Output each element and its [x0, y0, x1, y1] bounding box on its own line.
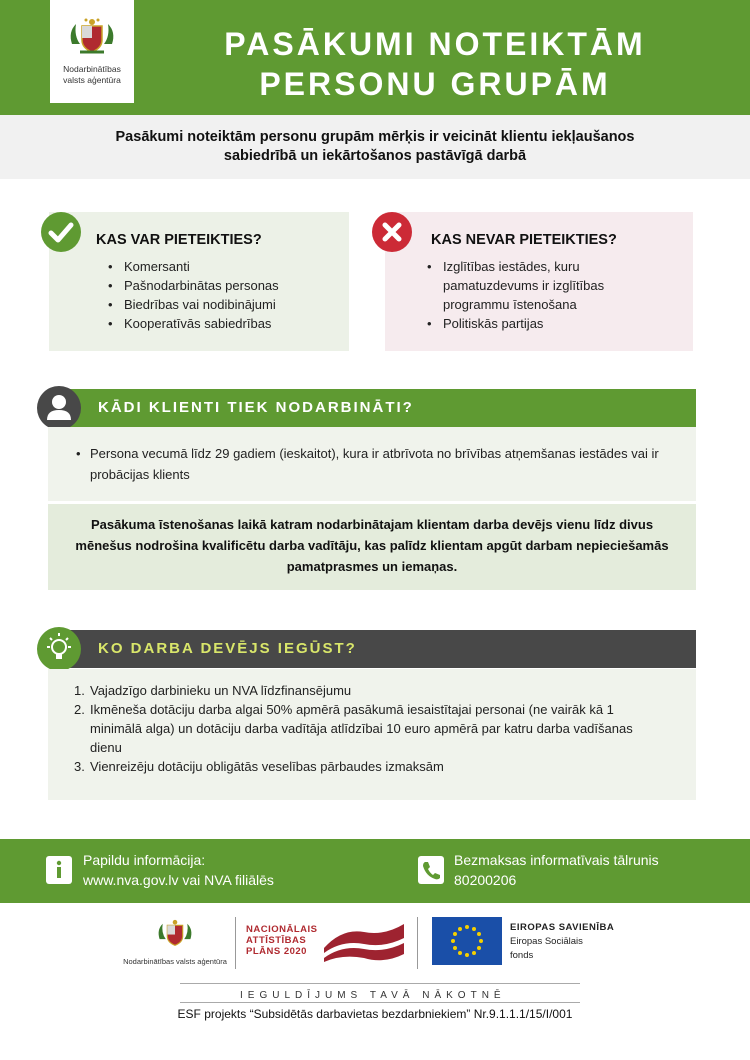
employer-section-bar — [48, 630, 696, 668]
nap-line1: NACIONĀLAIS — [246, 924, 318, 935]
nva-partner-logo — [120, 914, 230, 966]
clients-section-bar — [48, 389, 696, 427]
nap-flag-icon — [322, 918, 406, 968]
nva-partner-label: Nodarbinātības valsts aģentūra — [123, 957, 227, 966]
item-number: 1. — [74, 683, 85, 698]
checkmark-icon — [41, 212, 81, 252]
phone-icon — [418, 856, 444, 884]
nap-line2: ATTĪSTĪBAS — [246, 935, 307, 946]
employer-title: KO DARBA DEVĒJS IEGŪST? — [98, 640, 357, 657]
title-line2: PERSONU GRUPĀM — [259, 66, 611, 102]
list-item: • Pašnodarbinātas personas — [108, 276, 279, 295]
employer-list — [48, 669, 696, 776]
phone-text — [454, 850, 659, 890]
phone-number[interactable]: 80200206 — [454, 872, 517, 888]
project-reference: ESF projekts “Subsidētās darbavietas bezdarbniekiem” Nr.9.1.1.1/15/I/001 — [177, 1007, 573, 1021]
can-apply-title: KAS VAR PIETEIKTIES? — [96, 232, 262, 248]
list-item: • Politiskās partijas — [427, 314, 637, 333]
eu-flag-icon — [432, 917, 502, 965]
logo-text-line2: valsts aģentūra — [63, 75, 121, 85]
eu-logo-text — [510, 921, 614, 963]
info-text — [83, 850, 274, 890]
can-apply-list — [108, 257, 279, 333]
can-apply-card — [49, 212, 349, 351]
list-item: • Biedrības vai nodibinājumi — [108, 295, 279, 314]
list-item: • Komersanti — [108, 257, 279, 276]
list-item — [74, 757, 636, 776]
eu-line1: EIROPAS SAVIENĪBA — [510, 922, 615, 933]
subtitle-band — [0, 115, 750, 179]
employer-panel — [48, 669, 696, 800]
divider — [180, 983, 580, 984]
info-line1: Papildu informācija: — [83, 852, 206, 868]
header-banner — [0, 0, 750, 115]
lightbulb-icon — [37, 627, 81, 671]
logo-text-line1: Nodarbinātības — [63, 64, 121, 74]
cross-icon — [372, 212, 412, 252]
clients-note: Pasākuma īstenošanas laikā katram nodarbinātajam klientam darba devējs vienu līdz divus mēnešus nodrošina kvalificētu darba vadītāju, kas palīdz klientam apgūt darbam nepieciešamās pamatprasmes un iemaņas. — [48, 504, 696, 590]
divider — [235, 917, 236, 969]
tagline: IEGULDĪJUMS TAVĀ NĀKOTNĒ — [240, 990, 506, 1001]
list-item: • Kooperatīvās sabiedrības — [108, 314, 279, 333]
cannot-apply-title: KAS NEVAR PIETEIKTIES? — [431, 232, 617, 248]
page-title — [165, 24, 705, 104]
coat-of-arms-icon — [66, 14, 118, 58]
eu-line2: Eiropas Sociālais — [510, 936, 583, 947]
clients-panel — [48, 427, 696, 501]
list-item: • Persona vecumā līdz 29 gadiem (ieskaitot), kura ir atbrīvota no brīvības atņemšanas iestādes vai ir probācijas klients — [78, 443, 676, 485]
clients-title: KĀDI KLIENTI TIEK NODARBINĀTI? — [98, 399, 414, 416]
subtitle-line2: sabiedrībā un iekārtošanos pastāvīgā darbā — [223, 148, 527, 164]
item-number: 3. — [74, 759, 85, 774]
subtitle-line1: Pasākumi noteiktām personu grupām mērķis ir veicināt klientu iekļaušanos — [115, 129, 635, 145]
footer-band — [0, 839, 750, 903]
info-icon — [46, 856, 72, 884]
info-link[interactable]: www.nva.gov.lv vai NVA filiālēs — [83, 872, 274, 888]
item-text: Vienreizēju dotāciju obligātās veselības pārbaudes izmaksām — [90, 759, 444, 774]
divider — [417, 917, 418, 969]
list-item — [74, 681, 636, 700]
title-line1: PASĀKUMI NOTEIKTĀM — [224, 26, 646, 62]
item-text: Ikmēneša dotāciju darba algai 50% apmērā pasākumā iesaistītajai personai (ne vairāk kā 1 minimālā alga) un dotāciju darba vadītāja atlīdzībai 10 euro apmērā par katru darba vadīšanas dienu — [90, 702, 633, 755]
coat-of-arms-icon — [155, 914, 195, 952]
nap-logo-text — [246, 924, 317, 957]
cannot-apply-card — [385, 212, 693, 351]
eu-line3: fonds — [510, 950, 534, 961]
list-item: • Izglītības iestādes, kuru pamatuzdevums ir izglītības programmu īstenošana — [427, 257, 637, 314]
nap-line3: PLĀNS 2020 — [246, 946, 307, 957]
partner-logos — [0, 910, 750, 980]
list-item — [74, 700, 636, 757]
person-icon — [37, 386, 81, 430]
item-text: Vajadzīgo darbinieku un NVA līdzfinansējumu — [90, 683, 352, 698]
phone-line1: Bezmaksas informatīvais tālrunis — [454, 852, 659, 868]
divider — [180, 1002, 580, 1003]
subtitle — [0, 115, 750, 166]
nva-logo — [50, 0, 134, 103]
cannot-apply-list — [427, 257, 637, 333]
item-number: 2. — [74, 702, 85, 717]
